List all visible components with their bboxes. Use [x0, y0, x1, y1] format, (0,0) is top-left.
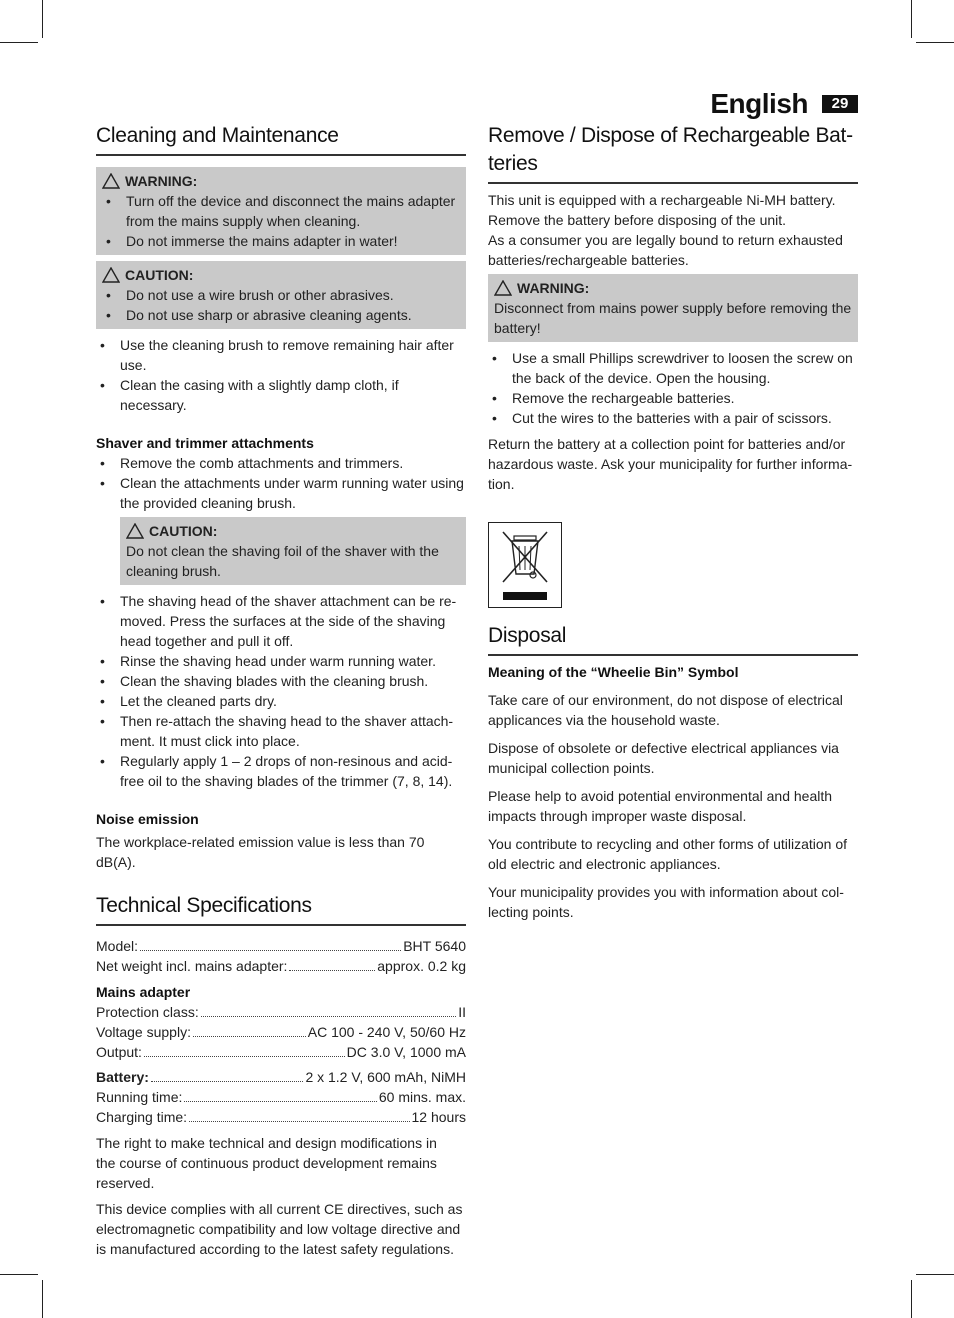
disposal-paragraph: Dispose of obsolete or defective electrical appliances via municipal collection points. — [488, 740, 839, 776]
spec-label: Model: — [96, 938, 139, 954]
crop-mark — [916, 1274, 954, 1275]
list-item: • Then re-attach the shaving head to the shaver attach-ment. It must click into place. — [96, 711, 466, 751]
caution-title — [126, 521, 460, 541]
warning-triangle-icon — [102, 267, 120, 283]
disposal-paragraph: Your municipality provides you with information about col-lecting points. — [488, 884, 844, 920]
crossed-bin-icon — [497, 528, 553, 602]
wheelie-bin-icon — [488, 522, 562, 608]
list-item: • Regularly apply 1 – 2 drops of non-resinous and acid-free oil to the shaving blades of the trimmer (7, 8, 14). — [96, 751, 466, 791]
leader-dots — [201, 1016, 457, 1017]
leader-dots — [184, 1101, 376, 1102]
disposal-subtitle: Meaning of the “Wheelie Bin” Symbol — [488, 664, 739, 680]
spec-row — [96, 1067, 466, 1087]
list-item: • Clean the shaving blades with the cleaning brush. — [96, 671, 466, 691]
attachments-list-2 — [96, 591, 466, 791]
spec-label: Voltage supply: — [96, 1024, 191, 1040]
list-item: • Use a small Phillips screwdriver to loosen the screw on the back of the device. Open the housing. — [488, 348, 858, 388]
spec-value: 60 mins. max. — [378, 1089, 466, 1105]
list-item: • Remove the rechargeable batteries. — [488, 388, 858, 408]
spec-row — [96, 1022, 466, 1042]
warning-box — [96, 167, 466, 255]
warning-label: WARNING: — [517, 280, 590, 296]
spec-label: Running time: — [96, 1089, 183, 1105]
specs-heading: Technical Specifications — [96, 892, 466, 926]
spec-row — [96, 1042, 466, 1062]
leader-dots — [193, 1036, 306, 1037]
language-title: English — [710, 88, 808, 119]
cleaning-list — [96, 335, 466, 415]
caution-title — [102, 265, 460, 285]
leader-dots — [140, 950, 401, 951]
disposal-paragraph: You contribute to recycling and other forms of utilization of old electric and electronic appliances. — [488, 836, 848, 872]
warning-box — [488, 274, 858, 342]
list-item: • Use the cleaning brush to remove remaining hair after use. — [96, 335, 466, 375]
warning-title — [494, 278, 852, 298]
warning-label: WARNING: — [125, 173, 198, 189]
page-number: 29 — [822, 95, 858, 113]
spec-label: Protection class: — [96, 1004, 199, 1020]
list-item: • Do not immerse the mains adapter in water! — [102, 231, 460, 251]
spec-row — [96, 956, 466, 976]
list-item: • Let the cleaned parts dry. — [96, 691, 466, 711]
crop-mark — [0, 1274, 38, 1275]
spec-value: II — [458, 1004, 466, 1020]
attachments-list — [96, 453, 466, 513]
crop-mark — [0, 42, 38, 43]
list-item: • Clean the attachments under warm running water using the provided cleaning brush. — [96, 473, 466, 513]
specs-block — [96, 936, 466, 1127]
list-item: • The shaving head of the shaver attachment can be re-moved. Press the surfaces at the side of the shaving head together and pull it off. — [96, 591, 466, 651]
attachments-heading: Shaver and trimmer attachments — [96, 435, 314, 451]
spec-value: AC 100 - 240 V, 50/60 Hz — [307, 1024, 466, 1040]
list-item: • Cut the wires to the batteries with a pair of scissors. — [488, 408, 858, 428]
crop-mark — [42, 0, 43, 38]
list-item: • Clean the casing with a slightly damp cloth, if necessary. — [96, 375, 466, 415]
spec-label: Net weight incl. mains adapter: — [96, 958, 288, 974]
list-item: • Do not use a wire brush or other abrasives. — [102, 285, 460, 305]
leader-dots — [189, 1121, 409, 1122]
leader-dots — [289, 970, 375, 971]
leader-dots — [144, 1056, 345, 1057]
spec-label: Output: — [96, 1044, 142, 1060]
spec-value: approx. 0.2 kg — [377, 958, 466, 974]
mains-heading: Mains adapter — [96, 984, 191, 1000]
list-item: • Remove the comb attachments and trimmers. — [96, 453, 466, 473]
spec-value: 12 hours — [411, 1109, 466, 1125]
battery-heading: Remove / Dispose of Rechargeable Bat-teries — [488, 122, 858, 184]
page-header — [710, 88, 858, 120]
caution-label: CAUTION: — [149, 523, 218, 539]
spec-row — [96, 1087, 466, 1107]
specs-note: The right to make technical and design modifications in the course of continuous product development remains reserved. — [96, 1135, 437, 1191]
noise-heading: Noise emission — [96, 811, 199, 827]
right-column — [488, 122, 858, 922]
noise-text: The workplace-related emission value is less than 70 dB(A). — [96, 834, 425, 870]
battery-outro: Return the battery at a collection point for batteries and/or hazardous waste. Ask your municipality for further informa-tion. — [488, 436, 853, 492]
caution-box — [96, 261, 466, 329]
battery-intro: As a consumer you are legally bound to return exhausted batteries/rechargeable batteries. — [488, 232, 843, 268]
disposal-paragraph: Take care of our environment, do not dispose of electrical applicances via the household waste. — [488, 692, 843, 728]
spec-value: DC 3.0 V, 1000 mA — [346, 1044, 466, 1060]
attachment-caution-box — [120, 517, 466, 585]
warning-triangle-icon — [494, 280, 512, 296]
crop-mark — [911, 0, 912, 38]
caution-list — [102, 285, 460, 325]
disposal-heading: Disposal — [488, 622, 858, 656]
warning-title — [102, 171, 460, 191]
spec-label: Charging time: — [96, 1109, 188, 1125]
disposal-paragraph: Please help to avoid potential environmental and health impacts through improper waste disposal. — [488, 788, 833, 824]
left-column — [96, 122, 466, 1259]
caution-label: CAUTION: — [125, 267, 194, 283]
spec-row — [96, 936, 466, 956]
caution-text: Do not clean the shaving foil of the shaver with the cleaning brush. — [126, 543, 439, 579]
crop-mark — [916, 42, 954, 43]
specs-note: This device complies with all current CE directives, such as electromagnetic compatibility and low voltage directive and is manufactured according to the latest safety regulations. — [96, 1201, 463, 1257]
battery-intro: This unit is equipped with a rechargeable Ni-MH battery. Remove the battery before disposing of the unit. — [488, 192, 836, 228]
crop-mark — [911, 1280, 912, 1318]
warning-text: Disconnect from mains power supply before removing the battery! — [494, 300, 852, 336]
spec-row — [96, 1107, 466, 1127]
spec-value: 2 x 1.2 V, 600 mAh, NiMH — [305, 1069, 466, 1085]
battery-list — [488, 348, 858, 428]
spec-label: Battery: — [96, 1069, 149, 1085]
list-item: • Rinse the shaving head under warm running water. — [96, 651, 466, 671]
warning-list — [102, 191, 460, 251]
spec-value: BHT 5640 — [403, 938, 466, 954]
list-item: • Turn off the device and disconnect the mains adapter from the mains supply when cleaning. — [102, 191, 460, 231]
spec-row — [96, 1002, 466, 1022]
crop-mark — [42, 1280, 43, 1318]
list-item: • Do not use sharp or abrasive cleaning agents. — [102, 305, 460, 325]
warning-triangle-icon — [126, 523, 144, 539]
warning-triangle-icon — [102, 173, 120, 189]
leader-dots — [151, 1081, 304, 1082]
cleaning-heading: Cleaning and Maintenance — [96, 122, 466, 156]
